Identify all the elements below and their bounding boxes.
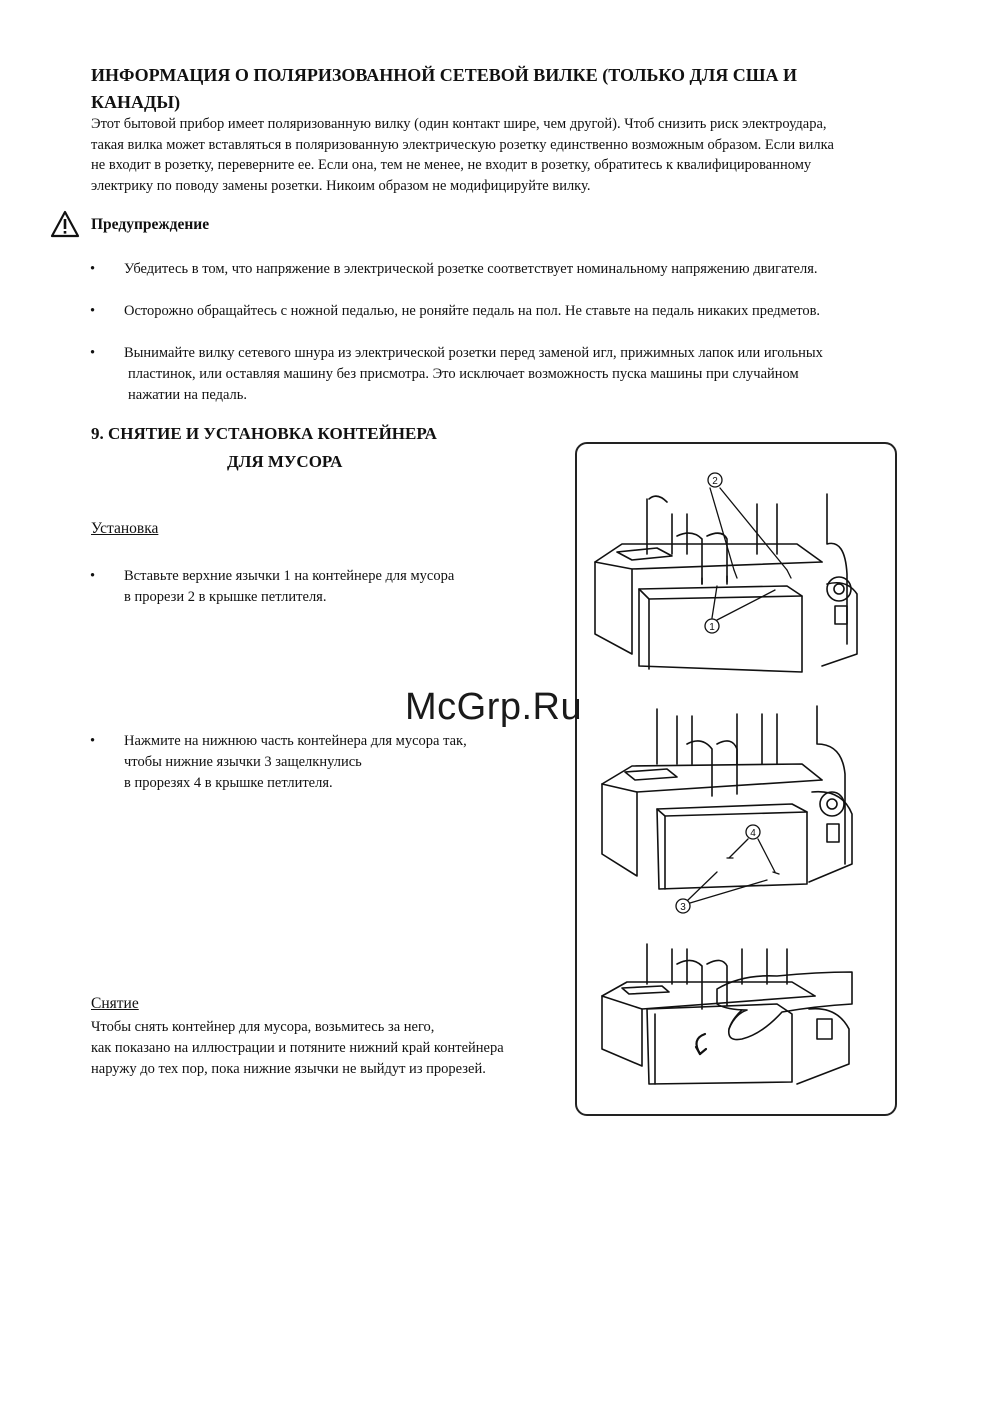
install-step-line: чтобы нижние язычки 3 защелкнулись: [124, 754, 362, 770]
bullet-mark: •: [90, 261, 96, 277]
paragraph-line: такая вилка может вставляться в поляризованную электрическую розетку единственно возможным образом. Если вилка: [91, 136, 834, 153]
warning-triangle-icon: [50, 210, 80, 238]
polarized-plug-paragraph: [91, 114, 971, 196]
warning-item-line: Осторожно обращайтесь с ножной педалью, не роняйте педаль на пол. Не ставьте на педаль никаких предметов.: [124, 303, 821, 319]
figure-install-lower: [602, 706, 852, 913]
install-step-line: Вставьте верхние язычки 1 на контейнере для мусора: [124, 568, 455, 584]
heading-line-2: КАНАДЫ): [91, 92, 181, 112]
install-step-line: Нажмите на нижнюю часть контейнера для мусора так,: [124, 733, 467, 749]
install-step-2: [124, 731, 467, 794]
warning-item-unplug: [124, 343, 823, 406]
polarized-plug-heading: [91, 62, 921, 116]
warning-title: Предупреждение: [91, 216, 210, 233]
removal-heading: Снятие: [91, 995, 139, 1012]
bullet-mark: •: [90, 568, 96, 584]
removal-text: [91, 1017, 504, 1080]
callout-2: 2: [712, 476, 718, 487]
callout-3: 3: [680, 902, 686, 913]
watermark: McGrp.Ru: [405, 686, 583, 728]
install-step-line: в прорезях 4 в крышке петлителя.: [124, 775, 333, 791]
bullet-mark: •: [90, 345, 96, 361]
removal-line: как показано на иллюстрации и потяните нижний край контейнера: [91, 1040, 504, 1056]
callout-1: 1: [709, 622, 715, 633]
paragraph-line: не входит в розетку, переверните ее. Если она, тем не менее, не входит в розетку, обратитесь к квалифицированному: [91, 157, 812, 173]
machine-illustrations: [577, 444, 895, 1114]
install-step-line: в прорези 2 в крышке петлителя.: [124, 589, 327, 605]
warning-item-line: нажатии на педаль.: [128, 387, 247, 403]
warning-item-line: пластинок, или оставляя машину без присмотра. Это исключает возможность пуска машины при случайном: [128, 366, 799, 382]
paragraph-line: электрику по поводу замены розетки. Никоим образом не модифицируйте вилку.: [91, 177, 591, 194]
paragraph-line: Этот бытовой прибор имеет поляризованную вилку (один контакт шире, чем другой). Чтоб снизить риск электроудара,: [91, 116, 827, 132]
callout-4: 4: [750, 828, 756, 839]
section-9-title: [91, 420, 551, 476]
install-heading: Установка: [91, 520, 159, 537]
removal-line: Чтобы снять контейнер для мусора, возьмитесь за него,: [91, 1019, 435, 1035]
warning-item-line: Вынимайте вилку сетевого шнура из электрической розетки перед заменой игл, прижимных лапок или игольных: [124, 345, 823, 361]
figure-removal: [602, 944, 852, 1084]
figure-install-upper: [595, 473, 857, 672]
illustration-frame: [575, 442, 897, 1116]
section-title-line-1: 9. СНЯТИЕ И УСТАНОВКА КОНТЕЙНЕРА: [91, 424, 437, 443]
warning-item-voltage: [124, 259, 818, 280]
warning-item-pedal: [124, 301, 820, 322]
bullet-mark: •: [90, 303, 96, 319]
install-step-1: [124, 566, 454, 608]
removal-line: наружу до тех пор, пока нижние язычки не выйдут из прорезей.: [91, 1061, 486, 1077]
heading-line-1: ИНФОРМАЦИЯ О ПОЛЯРИЗОВАННОЙ СЕТЕВОЙ ВИЛКЕ (ТОЛЬКО ДЛЯ США И: [91, 65, 798, 85]
warning-item-line: Убедитесь в том, что напряжение в электрической розетке соответствует номинальному напряжению двигателя.: [124, 261, 818, 277]
section-title-line-2: ДЛЯ МУСОРА: [227, 452, 343, 471]
bullet-mark: •: [90, 733, 96, 749]
